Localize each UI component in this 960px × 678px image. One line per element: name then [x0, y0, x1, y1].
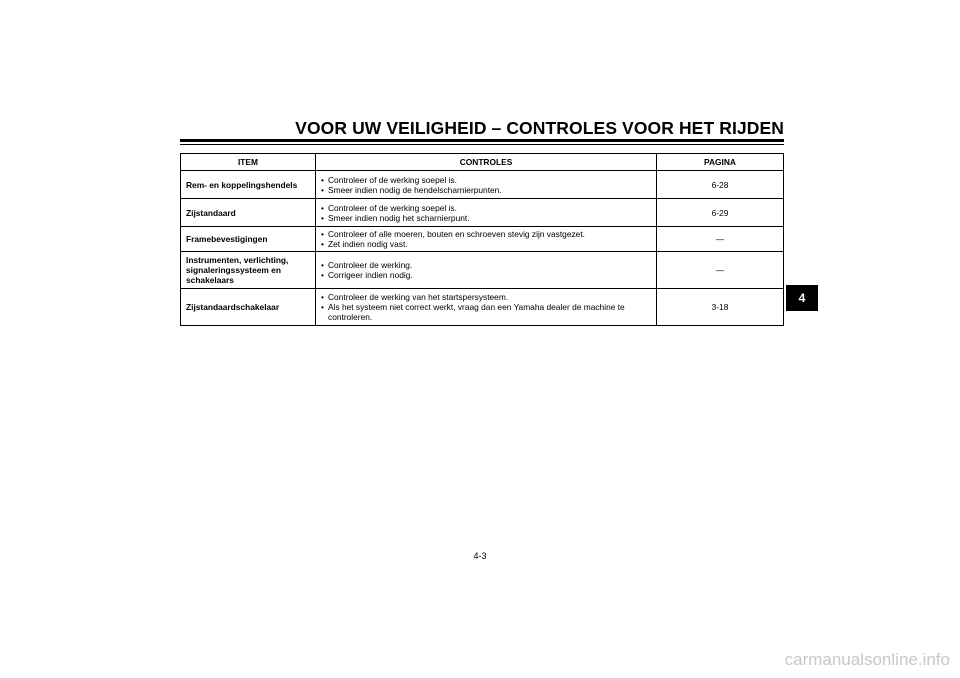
column-header-page: PAGINA: [657, 154, 784, 171]
row-item-label: Zijstandaard: [181, 199, 316, 227]
title-rule-thin: [180, 144, 784, 145]
check-bullet: • Als het systeem niet correct werkt, vraag dan een Yamaha dealer de machine te controleren.: [321, 302, 651, 322]
checks-table: [180, 153, 784, 326]
title-rule: [180, 139, 784, 142]
column-header-checks: CONTROLES: [316, 154, 657, 171]
row-item-label: Zijstandaardschakelaar: [181, 289, 316, 326]
row-page-ref: 3-18: [657, 289, 784, 326]
check-bullet: • Controleer de werking van het startspersysteem.: [321, 292, 651, 302]
table-row: [181, 199, 784, 227]
table-row: [181, 227, 784, 252]
chapter-tab: 4: [786, 285, 818, 311]
row-checks: [316, 252, 657, 289]
row-checks: [316, 289, 657, 326]
check-bullet: • Controleer of alle moeren, bouten en schroeven stevig zijn vastgezet.: [321, 229, 651, 239]
page-number: 4-3: [473, 551, 487, 561]
row-item-label: Framebevestigingen: [181, 227, 316, 252]
check-bullet: • Corrigeer indien nodig.: [321, 270, 651, 280]
check-bullet: • Zet indien nodig vast.: [321, 239, 651, 249]
page-title: VOOR UW VEILIGHEID – CONTROLES VOOR HET RIJDEN: [295, 118, 784, 138]
row-item-label: Instrumenten, verlichting, signaleringssysteem en schakelaars: [181, 252, 316, 289]
row-page-ref: 6-28: [657, 171, 784, 199]
row-page-ref: —: [657, 252, 784, 289]
row-checks: [316, 227, 657, 252]
row-page-ref: —: [657, 227, 784, 252]
column-header-item: ITEM: [181, 154, 316, 171]
table-row: [181, 289, 784, 326]
row-checks: [316, 171, 657, 199]
row-item-label: Rem- en koppelingshendels: [181, 171, 316, 199]
table-row: [181, 252, 784, 289]
check-bullet: • Controleer de werking.: [321, 260, 651, 270]
row-page-ref: 6-29: [657, 199, 784, 227]
watermark: carmanualsonline.info: [784, 650, 950, 669]
check-bullet: • Controleer of de werking soepel is.: [321, 203, 651, 213]
check-bullet: • Controleer of de werking soepel is.: [321, 175, 651, 185]
check-bullet: • Smeer indien nodig de hendelscharnierpunten.: [321, 185, 651, 195]
check-bullet: • Smeer indien nodig het scharnierpunt.: [321, 213, 651, 223]
table-row: [181, 171, 784, 199]
table-header-row: [181, 154, 784, 171]
row-checks: [316, 199, 657, 227]
